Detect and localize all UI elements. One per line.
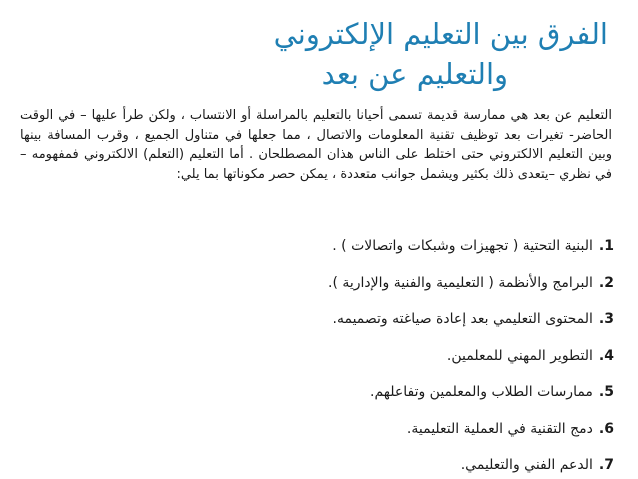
list-item-number: 3. (598, 311, 614, 327)
list-item (14, 301, 614, 338)
list-item-number: 1. (598, 238, 614, 254)
list-item-text: البنية التحتية ( تجهيزات وشبكات واتصالات ) . (332, 238, 593, 254)
list-item (14, 338, 614, 375)
list-item-number: 6. (598, 420, 614, 437)
components-list (14, 228, 614, 479)
list-item-number: 2. (598, 274, 614, 291)
list-item-text: ممارسات الطلاب والمعلمين وتفاعلهم. (370, 384, 593, 400)
intro-paragraph: التعليم عن بعد هي ممارسة قديمة تسمى أحيانا بالتعليم بالمراسلة أو الانتساب ، ولكن طرأ عليها – في الوقت الحاضر- تغيرات بعد توظيف تقنية المعلومات والاتصال ، مما جعلها في متناول الجميع ، وقرب المسافة بينها وبين التعليم الالكتروني حتى اختلط على الناس هذان المصطلحان . أما التعليم (التعلم) الالكتروني فمفهومه – في نظري –يتعدى ذلك بكثير ويشمل جوانب متعددة ، يمكن حصر مكوناتها بما يلي: (20, 108, 612, 182)
slide-title (88, 14, 608, 94)
list-item (14, 265, 614, 302)
list-item-text: الدعم الفني والتعليمي. (460, 457, 593, 473)
list-item-text: التطوير المهني للمعلمين. (446, 347, 593, 364)
list-item (14, 447, 614, 479)
list-item (14, 411, 614, 448)
title-line-2: والتعليم عن بعد (321, 57, 508, 91)
list-item-number: 4. (598, 347, 614, 364)
list-item (14, 374, 614, 411)
list-item (14, 228, 614, 265)
list-item-text: البرامج والأنظمة ( التعليمية والفنية والإدارية ). (328, 274, 593, 291)
title-line-1: الفرق بين التعليم الإلكتروني (273, 17, 608, 51)
list-item-number: 7. (598, 457, 614, 473)
list-item-text: دمج التقنية في العملية التعليمية. (406, 420, 593, 437)
list-item-number: 5. (598, 384, 614, 400)
list-item-text: المحتوى التعليمي بعد إعادة صياغته وتصميمه. (332, 311, 593, 327)
